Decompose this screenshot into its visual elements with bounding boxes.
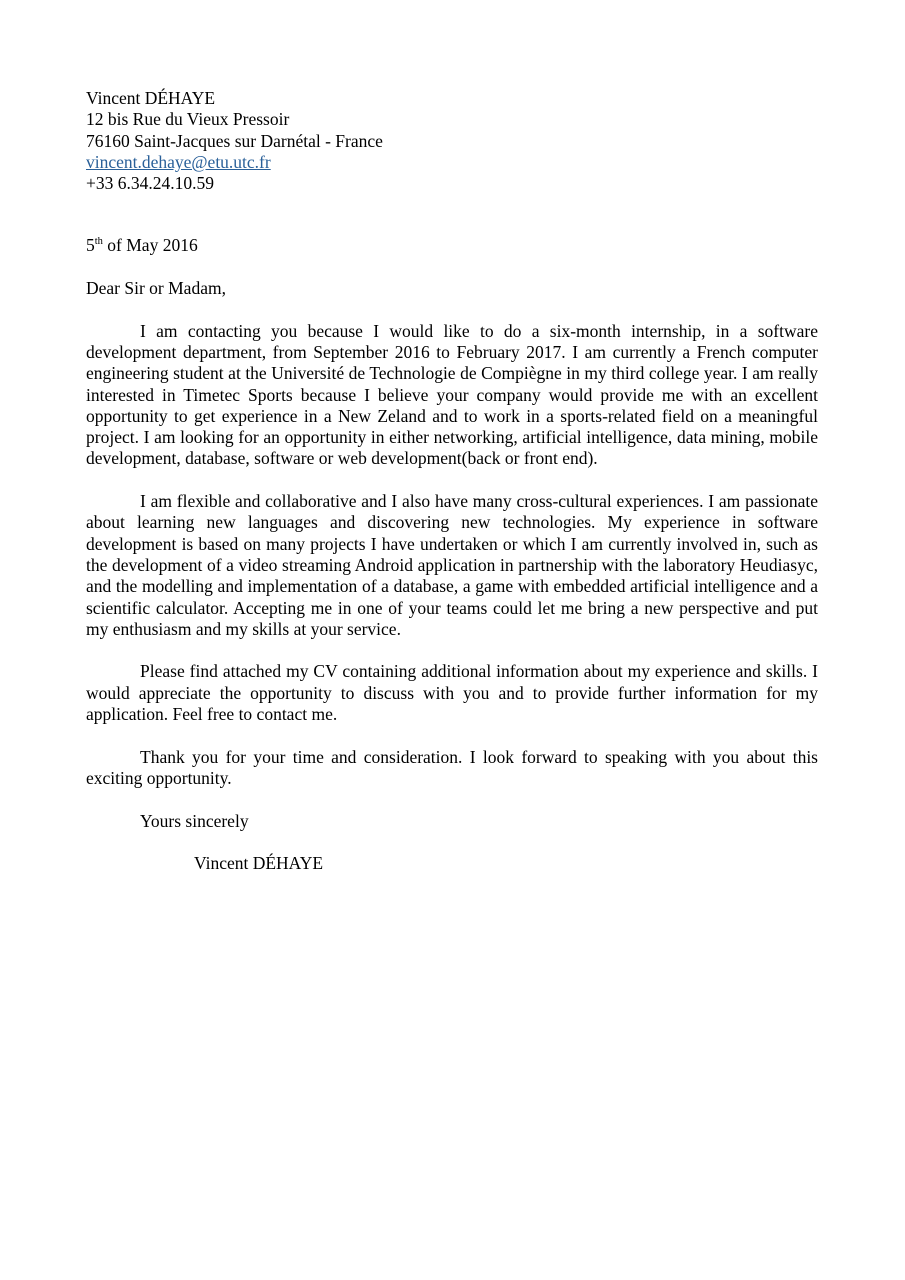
signature-name: Vincent DÉHAYE xyxy=(194,853,324,874)
sender-block xyxy=(86,88,818,194)
paragraph-experience: I am flexible and collaborative and I also have many cross-cultural experiences. I am passionate about learning new languages and discovering new technologies. My experience in software development is based on many projects I have undertaken or which I am currently involved in, such as the development of a video streaming Android application in partnership with the laboratory Heudiasyc, and the modelling and implementation of a database, a game with embedded artificial intelligence and a scientific calculator. Accepting me in one of your teams could let me bring a new perspective and put my enthusiasm and my skills at your service. xyxy=(86,491,818,639)
sender-name: Vincent DÉHAYE xyxy=(86,88,216,108)
paragraph-thanks: Thank you for your time and consideration. I look forward to speaking with you about this exciting opportunity. xyxy=(86,746,818,788)
paragraph-internship-request: I am contacting you because I would like to do a six-month internship, in a software development department, from September 2016 to February 2017. I am currently a French computer engineering student at the Université de Technologie de Compiègne in my third college year. I am really interested in Timetec Sports because I believe your company would provide me with an excellent opportunity to get experience in a New Zeland and to work in a sports-related field on a meaningful project. I am looking for an opportunity in either networking, artificial intelligence, data mining, mobile development, database, software or web development(back or front end). xyxy=(86,320,818,469)
date-rest: of May 2016 xyxy=(102,235,198,256)
email-link[interactable]: vincent.dehaye@etu.utc.fr xyxy=(86,151,271,172)
date-day: 5 xyxy=(86,235,95,256)
date-ordinal-suffix: th xyxy=(94,236,103,248)
sender-address-line1: 12 bis Rue du Vieux Pressoir xyxy=(86,109,290,130)
date-line xyxy=(86,235,818,256)
sender-email-line xyxy=(86,152,818,173)
sender-phone: +33 6.34.24.10.59 xyxy=(86,173,214,194)
paragraph-cv-attached: Please find attached my CV containing additional information about my experience and skills. I would appreciate the opportunity to discuss with you and to provide further information for my application. Feel free to contact me. xyxy=(86,661,818,725)
salutation: Dear Sir or Madam, xyxy=(86,278,226,299)
valediction: Yours sincerely xyxy=(140,810,249,831)
sender-address-line2: 76160 Saint-Jacques sur Darnétal - France xyxy=(86,130,383,151)
